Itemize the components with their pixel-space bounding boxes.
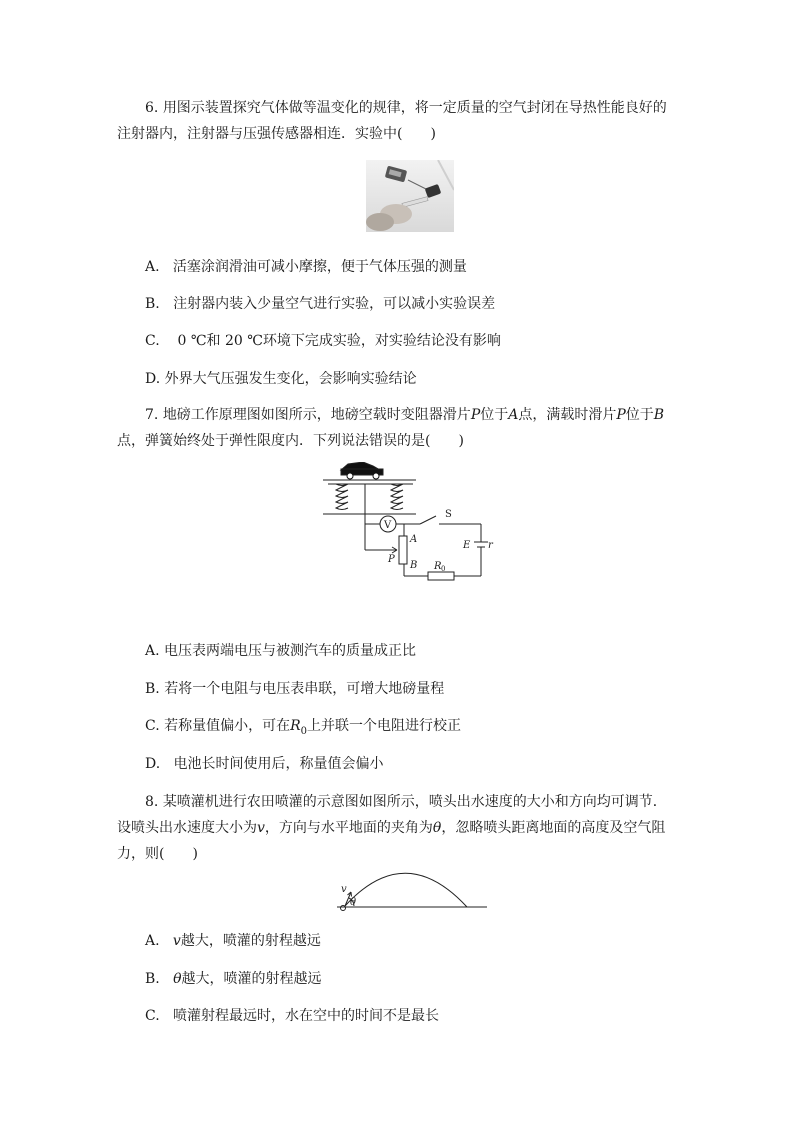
q7-number: 7. [145,407,159,423]
q8-option-c [145,1003,439,1029]
option-text: 上并联一个电阻进行校正 [307,718,462,734]
r0-label: R [434,561,442,572]
q8-stem [117,789,677,867]
r0-subscript: 0 [441,565,446,573]
var-r: R [290,718,301,734]
voltmeter-label: V [384,520,392,531]
subscript: 0 [300,725,308,737]
q8-stem-text: ，忽略喷头距离地面的高度及空气阻力，则( ) [117,820,666,862]
option-letter: A. [145,259,160,275]
syringe-photo-illustration [366,160,454,232]
q8-stem-text: ，方向与水平地面的夹角为 [264,820,433,836]
q7-stem-text: 位于 [625,407,654,423]
option-letter: A. [145,643,160,659]
option-letter: C. [145,718,160,734]
slider-p-label: P [388,554,395,565]
q6-option-d [145,366,417,392]
option-letter: C. [145,333,160,349]
q8-trajectory-figure [335,870,490,915]
q7-stem-text: 地磅工作原理图如图所示，地磅空载时变阻器滑片 [162,407,471,423]
q6-stem-text: 用图示装置探究气体做等温变化的规律，将一定质量的空气封闭在导热性能良好的注射器内，注射器与压强传感器相连．实验中( ) [117,100,667,142]
q6-photo [366,160,454,232]
option-text: 电压表两端电压与被测汽车的质量成正比 [164,643,417,659]
q6-stem [117,95,677,147]
q7-option-a [145,638,416,664]
q7-option-b [145,676,444,702]
var-v: v [172,933,181,949]
q8-option-a [145,928,321,954]
option-text: 注射器内装入少量空气进行实验，可以减小实验误差 [173,296,496,312]
internal-resistance-label: r [488,540,493,551]
var-theta: θ [432,820,442,836]
switch-label: S [445,509,452,520]
option-letter: B. [145,296,160,312]
var-a: A [508,407,519,423]
var-p: P [470,407,481,423]
option-text: 若称量值偏小，可在 [164,718,291,734]
option-letter: D. [145,371,161,387]
option-text: 喷灌射程最远时，水在空中的时间不是最长 [173,1008,440,1024]
q7-option-d [145,751,384,777]
q8-stem-text: 某喷灌机进行农田喷灌的示意图如图所示，喷头出水速度的大小和方向均可调节．设喷头出水速度大小为 [117,794,667,836]
q7-stem-text: 位于 [480,407,509,423]
sprinkler-trajectory-diagram [335,870,490,915]
option-letter: B. [145,681,160,697]
var-theta: θ [173,971,182,987]
q7-stem [117,402,677,454]
option-text: 越大，喷灌的射程越远 [181,971,322,987]
var-b: B [653,407,665,423]
option-text: 0 ℃和 20 ℃环境下完成实验，对实验结论没有影响 [177,333,501,349]
var-v: v [257,820,265,836]
option-text: 电池长时间使用后，称量值会偏小 [173,756,384,772]
angle-label: θ [350,897,357,908]
q7-stem-text: 点，弹簧始终处于弹性限度内．下列说法错误的是( ) [117,433,464,449]
option-letter: A. [145,933,160,949]
option-text: 外界大气压强发生变化，会影响实验结论 [164,371,417,387]
q7-stem-text: 点，满载时滑片 [518,407,617,423]
q6-number: 6. [145,100,159,116]
emf-label: E [463,540,471,551]
option-text: 若将一个电阻与电压表串联，可增大地磅量程 [164,681,445,697]
end-b-label: B [410,560,418,571]
q7-circuit-figure [318,462,498,588]
q8-number: 8. [145,794,159,810]
option-letter: B. [145,971,160,987]
q6-option-a [145,254,467,280]
option-text: 活塞涂润滑油可减小摩擦，便于气体压强的测量 [172,259,467,275]
q6-option-c [145,328,501,354]
option-letter: D. [145,756,161,772]
option-letter: C. [145,1008,160,1024]
velocity-label: v [341,884,347,895]
q8-option-b [145,966,322,992]
option-text: 越大，喷灌的射程越远 [180,933,321,949]
q7-option-c [145,713,461,745]
q6-option-b [145,291,495,317]
var-p: P [616,407,626,423]
end-a-label: A [410,534,418,545]
weighbridge-circuit-diagram [318,462,498,588]
